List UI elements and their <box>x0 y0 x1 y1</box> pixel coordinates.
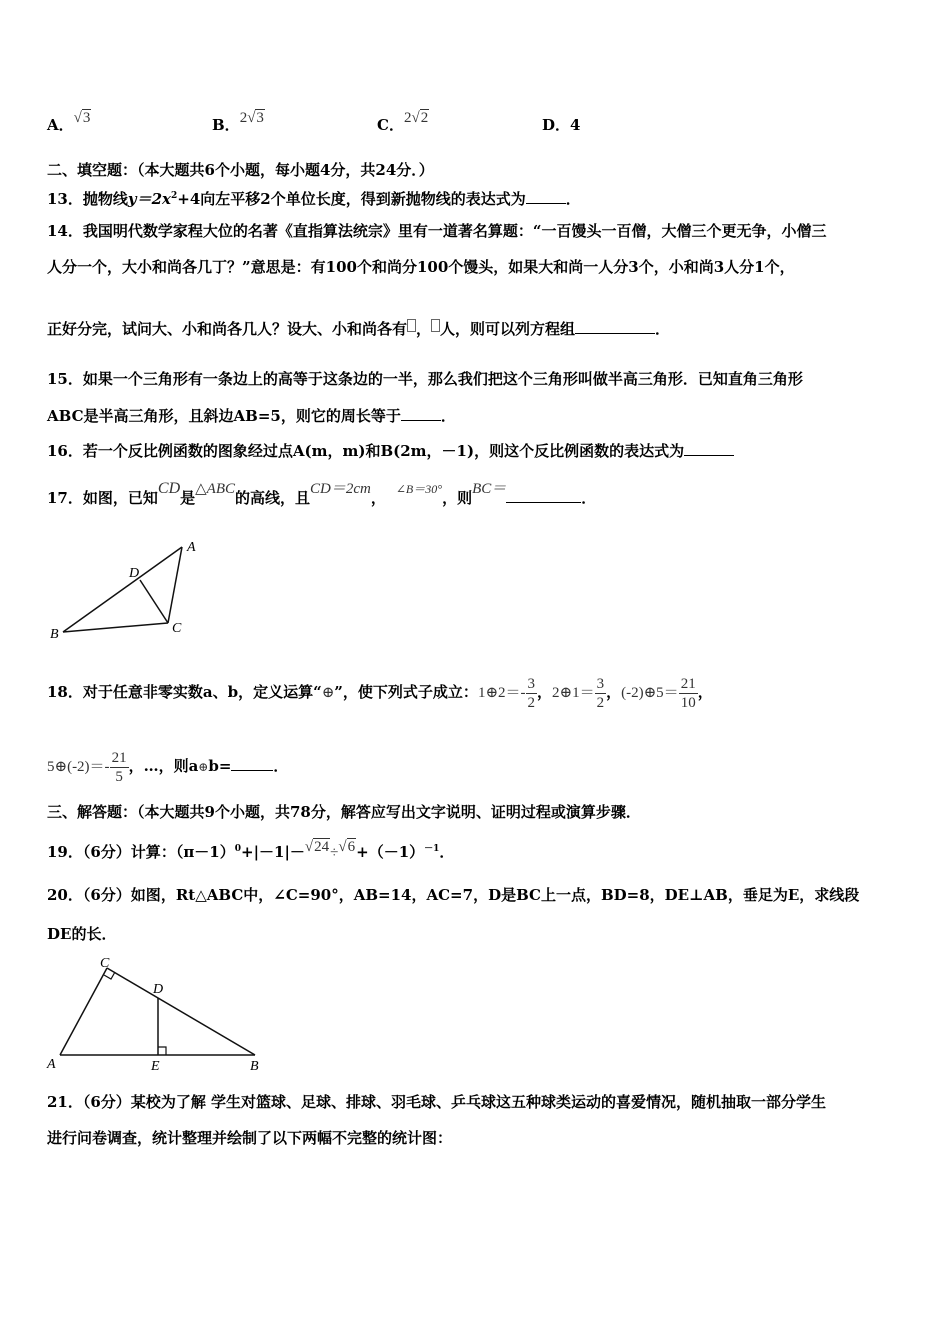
question-19: 19．（6分）计算：$(\pi-1)^0+|-1|-√24\div√6+(-1)^{-1}$． <box>47 839 455 861</box>
label-c: C <box>172 621 182 636</box>
label-b: B <box>250 1059 259 1074</box>
question-20-line-2: DE的长． <box>47 925 117 943</box>
question-21-line-2: 进行问卷调查，统计整理并绘制了以下两幅不完整的统计图： <box>47 1129 453 1147</box>
section-2-heading: 二、填空题：（本大题共6个小题，每小题4分，共24分．） <box>47 161 434 179</box>
option-d: D．4 <box>542 116 581 134</box>
side-ab <box>63 547 182 632</box>
option-c: C．2√2 <box>377 110 429 134</box>
question-20-line-1: 20．（6分）如图，Rt△ABC中，∠C=90°，AB=14，AC=7，D是BC上一点，BD=8，DE⊥AB，垂足为E，求线段 <box>47 886 860 904</box>
triangle-figure-17 <box>45 535 205 640</box>
label-d: D <box>153 982 164 997</box>
label-c: C <box>100 956 110 971</box>
side-ac <box>168 547 182 623</box>
question-16: 16．若一个反比例函数的图象经过点A(m，m)和B(2m，－1)，则这个反比例函数的表达式为 <box>47 441 734 461</box>
label-a: A <box>47 1057 56 1072</box>
placeholder-box-icon <box>407 319 416 332</box>
side-cb <box>107 968 255 1055</box>
fraction: $\frac{3}{2}$ <box>596 675 605 711</box>
right-angle-e-icon <box>158 1047 166 1055</box>
question-14-line-2: 人分一个，大小和尚各几丁？”意思是：有100个和尚分100个馒头，如果大和尚一人分3个，小和尚3人分1个， <box>47 258 795 276</box>
question-17: 17．如图，已知CD是△ABC的高线，且CD＝2cm， $^{\angle B=30^\circ}$，则BC＝ ． <box>47 480 597 507</box>
option-a: A．√3 <box>47 110 91 134</box>
question-15-line-1: 15．如果一个三角形有一条边上的高等于这条边的一半，那么我们把这个三角形叫做半高三角形．已知直角三角形 <box>47 370 803 388</box>
altitude-cd <box>140 580 168 623</box>
triangle-figure-20 <box>45 955 270 1075</box>
question-21-line-1: 21．（6分）某校为了解 学生对篮球、足球、排球、羽毛球、乒乓球这五种球类运动的喜爱情况，随机抽取一部分学生 <box>47 1093 827 1111</box>
fraction: $\frac{3}{2}$ <box>527 675 536 711</box>
placeholder-box-icon <box>431 319 440 332</box>
side-bc <box>63 623 168 632</box>
side-ac <box>60 968 107 1055</box>
fraction: $\frac{21}{10}$ <box>680 675 696 711</box>
label-e: E <box>151 1059 160 1074</box>
question-14-line-3: 正好分完，试问大、小和尚各几人？设大、小和尚各有 ， 人，则可以列方程组 ． <box>47 320 671 338</box>
question-14-line-1: 14．我国明代数学家程大位的名著《直指算法统宗》里有一道著名算题：“一百馒头一百僧，大僧三个更无争，小僧三 <box>47 222 827 240</box>
section-3-heading: 三、解答题：（本大题共9个小题，共78分，解答应写出文字说明、证明过程或演算步骤． <box>47 803 641 821</box>
label-d: D <box>129 566 140 581</box>
label-b: B <box>50 627 59 640</box>
question-18-line-2: 5⊕(-2)＝- $\frac{21}{5}$ ，…，则a⊕b= ． <box>47 749 289 785</box>
question-15-line-2: ABC是半高三角形，且斜边AB=5，则它的周长等于 ． <box>47 407 456 425</box>
option-b: B．2√3 <box>212 110 264 134</box>
question-13: 13．抛物线$y=2x^2+4$向左平移2个单位长度，得到新抛物线的表达式为 ． <box>47 190 581 208</box>
fraction: $\frac{21}{5}$ <box>111 749 127 785</box>
right-angle-c-icon <box>104 972 115 979</box>
question-18-line-1: 18．对于任意非零实数a、b，定义运算“⊕”，使下列式子成立：1⊕2＝- $\frac{3}{2}$ ，2⊕1＝ $\frac{3}{2}$ ，(-2)⊕5＝ $\frac{21}{10}$ ， <box>47 675 713 711</box>
label-a: A <box>187 540 196 555</box>
